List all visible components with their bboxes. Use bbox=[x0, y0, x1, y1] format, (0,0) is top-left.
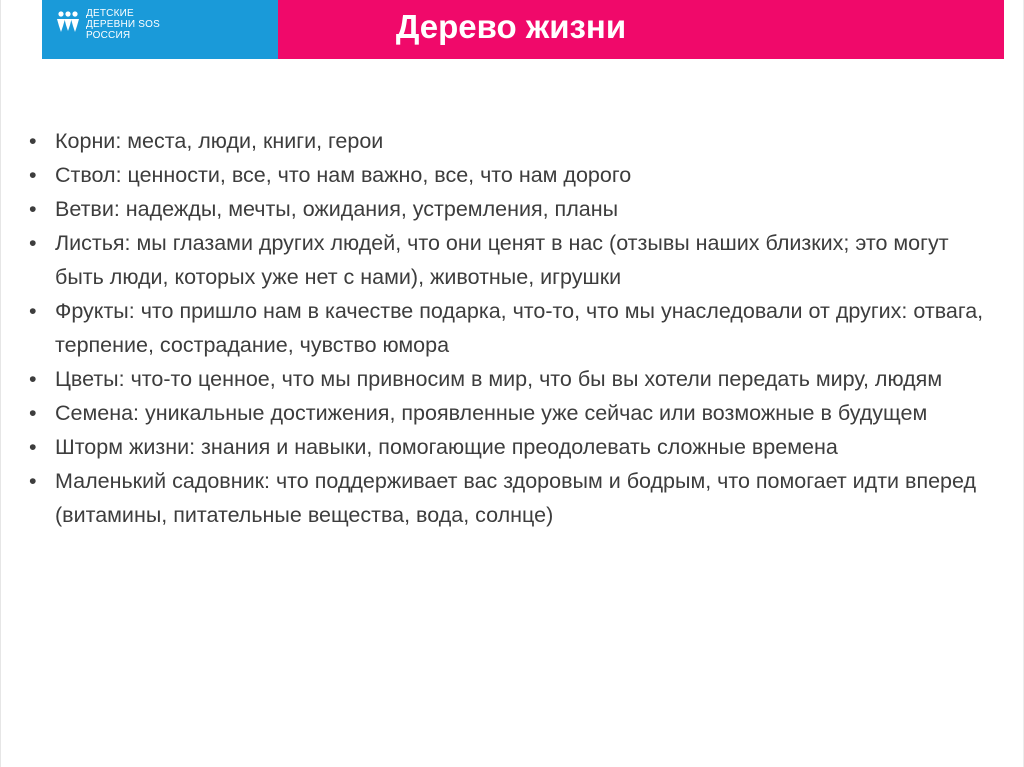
logo-line: РОССИЯ bbox=[86, 30, 131, 41]
list-item-text: Маленький садовник: что поддерживает вас здоровым и бодрым, что помогает идти вперед (витамины, питательные вещества, вода, солнце) bbox=[55, 469, 977, 527]
bullet-icon: • bbox=[29, 231, 37, 255]
bullet-list bbox=[28, 124, 998, 532]
logo-line: ДЕРЕВНИ SOS bbox=[86, 19, 160, 30]
list-item-text: Цветы: что-то ценное, что мы привносим в мир, что бы вы хотели передать миру, людям bbox=[55, 367, 943, 391]
list-item-text: Фрукты: что пришло нам в качестве подарка, что-то, что мы унаследовали от других: отвага, терпение, сострадание, чувство юмора bbox=[55, 299, 984, 357]
list-item-text: Шторм жизни: знания и навыки, помогающие преодолевать сложные времена bbox=[55, 435, 838, 459]
list-item bbox=[28, 124, 998, 158]
bullet-icon: • bbox=[29, 469, 37, 493]
bullet-icon: • bbox=[29, 401, 37, 425]
bullet-icon: • bbox=[29, 435, 37, 459]
bullet-icon: • bbox=[29, 163, 37, 187]
list-item bbox=[28, 396, 998, 430]
list-item-text: Ветви: надежды, мечты, ожидания, устремления, планы bbox=[55, 197, 619, 221]
content-area bbox=[28, 124, 998, 532]
list-item-text: Корни: места, люди, книги, герои bbox=[55, 129, 384, 153]
bullet-icon: • bbox=[29, 299, 37, 323]
bullet-icon: • bbox=[29, 129, 37, 153]
list-item bbox=[28, 192, 998, 226]
list-item bbox=[28, 158, 998, 192]
list-item bbox=[28, 226, 998, 294]
list-item-text: Листья: мы глазами других людей, что они ценят в нас (отзывы наших близких; это могут быть люди, которых уже нет с нами), животные, игрушки bbox=[55, 231, 949, 289]
title-bar bbox=[278, 0, 1004, 59]
children-figures-icon bbox=[56, 10, 80, 34]
bullet-icon: • bbox=[29, 197, 37, 221]
list-item bbox=[28, 362, 998, 396]
list-item-text: Семена: уникальные достижения, проявленные уже сейчас или возможные в будущем bbox=[55, 401, 928, 425]
list-item-text: Ствол: ценности, все, что нам важно, все, что нам дорого bbox=[55, 163, 632, 187]
logo-line: ДЕТСКИЕ bbox=[86, 8, 134, 19]
bullet-icon: • bbox=[29, 367, 37, 391]
list-item bbox=[28, 430, 998, 464]
list-item bbox=[28, 464, 998, 532]
list-item bbox=[28, 294, 998, 362]
page-title: Дерево жизни bbox=[395, 8, 627, 45]
slide-left-edge bbox=[0, 0, 1, 767]
